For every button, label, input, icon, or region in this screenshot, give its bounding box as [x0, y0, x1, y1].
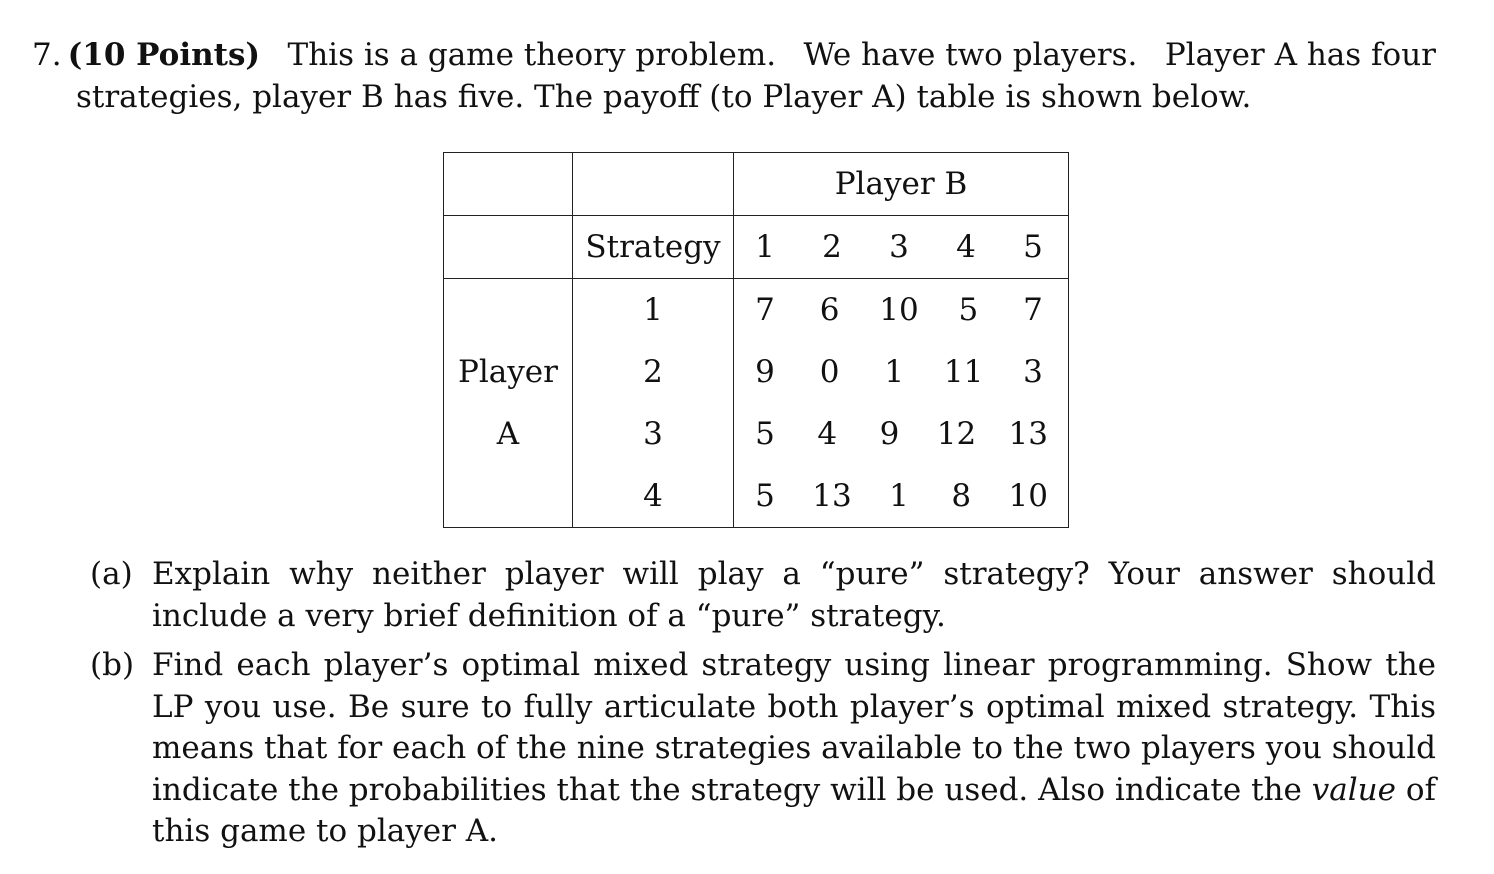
empty-cell	[444, 465, 573, 528]
part-a-label: (a)	[90, 556, 133, 592]
payoff-cell: 7	[755, 292, 775, 328]
b-strategy: 5	[1023, 229, 1043, 265]
problem-number: 7.	[32, 37, 62, 73]
player-a-label-cell	[444, 279, 573, 342]
payoff-cell: 4	[817, 416, 838, 452]
b-strategy-row	[444, 216, 1069, 279]
problem-intro	[32, 34, 1436, 118]
a-strategy: 3	[573, 403, 734, 465]
part-a	[90, 554, 1436, 637]
a-strategy: 4	[573, 465, 734, 528]
corner-cell	[444, 153, 573, 216]
sub-questions	[90, 554, 1436, 861]
payoff-row	[734, 279, 1069, 342]
payoff-row	[734, 465, 1069, 528]
payoff-cell: 9	[755, 354, 775, 390]
intro-line-2: strategies, player B has five. The payoff (to Player A) table is shown below.	[76, 79, 1252, 115]
payoff-cell: 7	[1023, 292, 1043, 328]
table-row	[444, 341, 1069, 403]
problem-heading	[32, 34, 260, 76]
corner-cell	[573, 153, 734, 216]
intro-sentence-1: This is a game theory problem.	[287, 37, 777, 73]
strategy-header: Strategy	[573, 216, 734, 279]
payoff-cell: 6	[819, 292, 840, 328]
b-strategy: 4	[956, 229, 976, 265]
payoff-cell: 8	[951, 478, 972, 514]
part-b-text-1: Find each player’s optimal mixed strategy using linear programming. Show the LP you use. Be sure to fully articulate both player’s optimal mixed strategy. This means that for each of the nine strategies available to the two players you should indicate the probabilities that the strategy will be used. Also indicate the	[152, 647, 1436, 808]
payoff-cell: 5	[755, 478, 775, 514]
payoff-cell: 9	[879, 416, 900, 452]
part-b-label: (b)	[90, 647, 135, 683]
part-b-value-term: value	[1311, 771, 1396, 808]
a-strategy: 2	[573, 341, 734, 403]
table-row	[444, 465, 1069, 528]
part-b-text-2: of this game to player A.	[152, 771, 1436, 849]
a-strategy: 1	[573, 279, 734, 342]
payoff-cell: 3	[1023, 354, 1043, 390]
part-a-text: Explain why neither player will play a “pure” strategy? Your answer should include a very brief definition of a “pure” strategy.	[152, 556, 1436, 634]
payoff-cell: 13	[812, 478, 852, 514]
intro-line-1	[32, 34, 1436, 76]
b-strategy-numbers	[734, 216, 1069, 279]
payoff-cell: 1	[889, 478, 909, 514]
table-row	[444, 279, 1069, 342]
payoff-row	[734, 403, 1069, 465]
payoff-cell: 11	[943, 354, 984, 390]
table-header-row	[444, 153, 1069, 216]
b-strategy: 1	[755, 229, 775, 265]
problem-statement	[32, 34, 1436, 118]
payoff-cell: 10	[879, 292, 919, 328]
payoff-cell: 5	[958, 292, 979, 328]
player-a-label: Player	[444, 341, 573, 403]
problem-points: (10 Points)	[67, 37, 261, 73]
part-b-text	[152, 645, 1436, 853]
payoff-cell: 10	[1008, 478, 1048, 514]
intro-sentence-3: Player A has four	[1164, 37, 1436, 73]
table-row	[444, 403, 1069, 465]
intro-sentence-2: We have two players.	[803, 37, 1138, 73]
part-b	[90, 645, 1436, 853]
b-strategy: 3	[889, 229, 909, 265]
player-b-header: Player B	[734, 153, 1069, 216]
player-a-label: A	[444, 403, 573, 465]
payoff-cell: 13	[1008, 416, 1048, 452]
payoff-cell: 0	[819, 354, 840, 390]
payoff-table	[443, 152, 1069, 528]
empty-cell	[444, 216, 573, 279]
payoff-cell: 5	[755, 416, 775, 452]
payoff-row	[734, 341, 1069, 403]
b-strategy: 2	[822, 229, 842, 265]
payoff-cell: 1	[884, 354, 905, 390]
payoff-cell: 12	[936, 416, 977, 452]
